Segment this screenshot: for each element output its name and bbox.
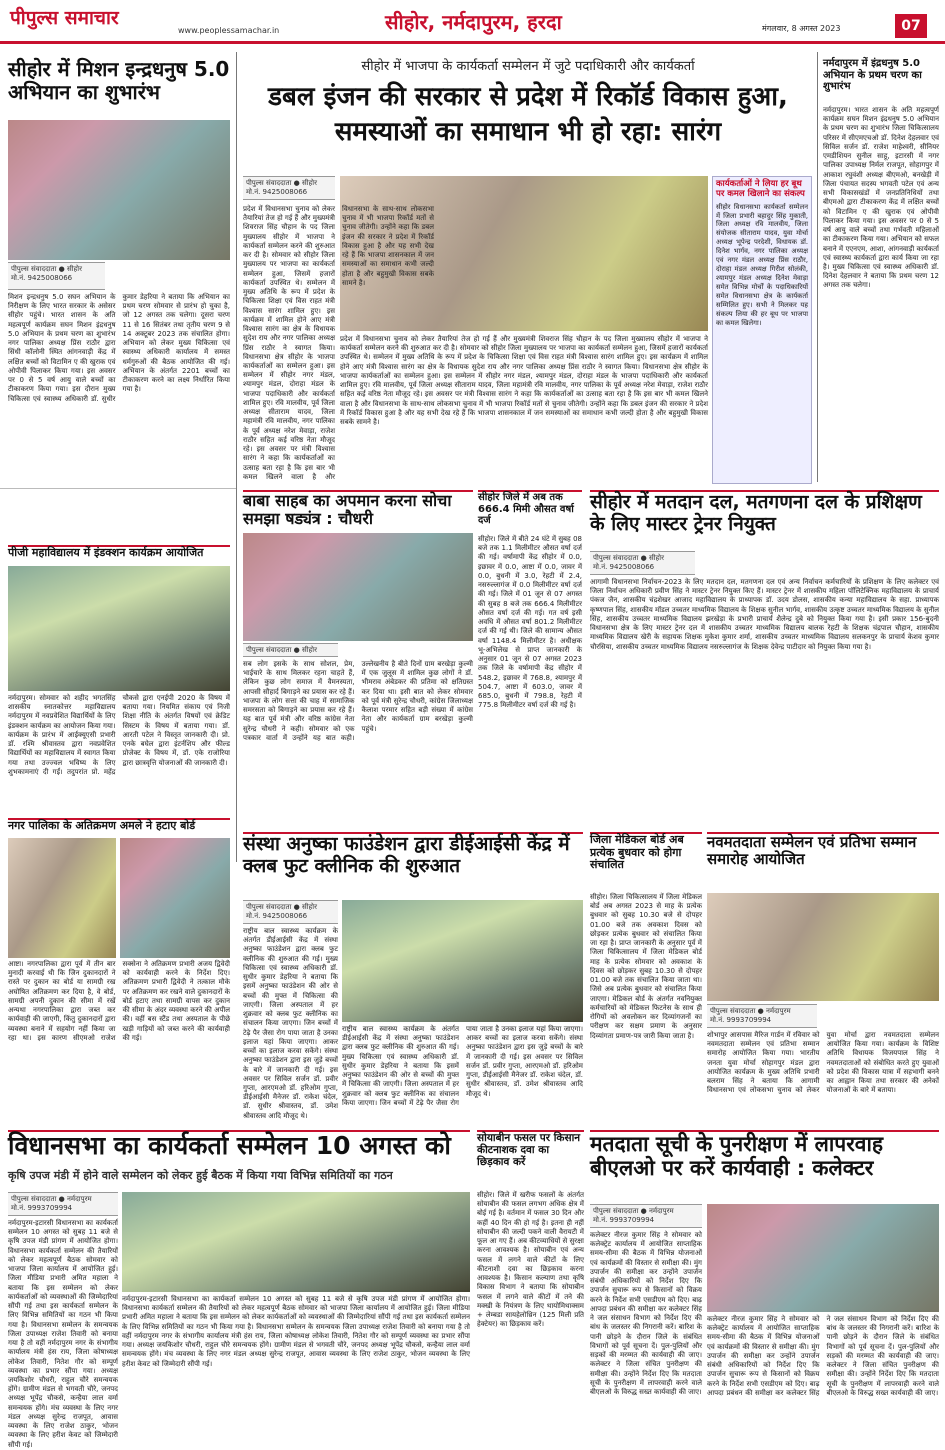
main-headline xyxy=(243,80,813,172)
byline-text: पीपुल्स संवाददाता ● सीहोर xyxy=(246,646,317,654)
headline: सीहोर में मिशन इन्द्रधनुष 5.0 अभियान का शुभारंभ xyxy=(8,57,230,104)
headline: नगर पालिका के अतिक्रमण अमले ने हटाए बोर्ड xyxy=(8,819,196,832)
byline xyxy=(243,643,338,657)
article-body: आगामी विधानसभा निर्वाचन-2023 के लिए मतदान दल, मतगणना दल एवं अन्य निर्वाचन कर्मचारियों के प्रशिक्षण के लिए कलेक्टर एवं जिला निर्वाचन अधिकारी प्रवीण सिंह ने मास्टर ट्रेनर नियुक्त किए हैं। मास्टर ट्रेनर में शासकीय महिला पॉलिटेक्निक महाविद्यालय के प्राचार्य पंकज जैन, शासकीय चंद्रशेखर आजाद महाविद्यालय के प्राध्यापक डॉ. उदय डोलस, शासकीय कन्या महाविद्यालय के सहा. प्राध्यापक कृष्णपाल सिंह, शासकीय मॉडल उच्चतर माध्यमिक विद्यालय के शिक्षक सुनील भार्गव, शासकीय उत्कृष्ट उच्चतर माध्यमिक विद्यालय के सुनील सिंह, शासकीय उच्चतर माध्यमिक विद्यालय झरखेड़ा के प्रभारी प्राचार्य शैलेन्द्र दुबे को नियुक्त किया गया है। इसी प्रकार 156-बुदनी विधानसभा क्षेत्र के लिए मास्टर ट्रेनर दल में शासकीय उच्चतर माध्यमिक विद्यालय बालक रेहटी के शिक्षक चंद्रपाल चौहान, शासकीय माध्यमिक विद्यालय खेरी के सहायक शिक्षक मुकेश कुमार शर्मा, शासकीय उच्चतर माध्यमिक विद्यालय सलकनपुर के प्राचार्य केशव कुमार चौरसिया, शासकीय उच्चतर माध्यमिक विद्यालय नसरुल्लागंज के शिक्षक देवेन्द्र पाटीदार को नियुक्त किया गया है। xyxy=(590,578,939,651)
article-photo xyxy=(707,893,939,1001)
headline: डबल इंजन की सरकार से प्रदेश में रिकॉर्ड विकास हुआ, समस्याओं का समाधान भी हो रहा: सारंग xyxy=(268,82,788,148)
headline: विधानसभा का कार्यकर्ता सम्मेलन 10 अगस्त को xyxy=(8,1131,451,1160)
article-deck xyxy=(8,1170,470,1188)
page-number: 07 xyxy=(895,14,927,38)
byline xyxy=(590,1204,702,1228)
article-photo xyxy=(8,566,230,691)
byline-phone: मो.नं. 9425008066 xyxy=(246,188,308,197)
side-body: सीहोर विधानसभा कार्यकर्ता सम्मेलन में जिला प्रभारी बहादुर सिंह मुकाती, जिला अध्यक्ष रवि मालवीय, जिला संयोजक सीताराम यादव, युवा मोर्चा अध्यक्ष भूपेन्द्र परदेशी, विधायक डॉ. दिनेश भार्गव, नगर पालिका अध्यक्ष एवं नगर मंडल अध्यक्ष प्रिंस राठौर, दोराहा मंडल अध्यक्ष गिरीश सोलंकी, श्यामपुर मंडल अध्यक्ष दिनेश मेवाड़ा समेत विभिन्न मोर्चों के पदाधिकारियों समेत विधानसभा क्षेत्र के कार्यकर्ता सम्मिलित हुए। सभी ने मिलकर यह संकल्प लिया की हर बूथ पर भाजपा का कमल खिलेगा। xyxy=(716,202,808,328)
article-master-trainer xyxy=(590,490,939,548)
byline-phone: मो.नं. 9425008066 xyxy=(593,563,655,572)
main-kicker xyxy=(243,58,813,78)
article-indradhanush-narmadapuram xyxy=(823,58,939,104)
article-club-foot xyxy=(243,832,583,896)
article-photo xyxy=(8,120,230,260)
article-photo xyxy=(122,1192,470,1292)
byline-text: पीपुल्स संवाददाता ● नर्मदापुरम xyxy=(710,1007,791,1015)
byline xyxy=(707,1004,817,1028)
byline-phone: मो.नं. 9425008066 xyxy=(246,912,308,921)
region-title: सीहोर, नर्मदापुरम, हरदा xyxy=(385,10,562,34)
byline xyxy=(8,262,105,290)
article-photo xyxy=(243,533,473,641)
headline: बाबा साहब का अपमान करना सोचा समझा षड्यंत्र : चौधरी xyxy=(243,491,452,529)
article-photo xyxy=(120,838,230,958)
byline-text: पीपुल्स संवाददाता ● सीहोर xyxy=(246,179,317,187)
article-body-rest: नर्मदापुरम-इटारसी विधानसभा का कार्यकर्ता सम्मेलन 10 अगस्त को सुबह 11 बजे से कृषि उपज मंडी प्रांगण में आयोजित होगा। विधानसभा कार्यकर्ता सम्मेलन की तैयारियों को लेकर महत्वपूर्ण बैठक सोमवार को भाजपा जिला कार्यालय में आयोजित हुई। जिला मीडिया प्रभारी अमित महाला ने बताया कि इस सम्मेलन को लेकर कार्यकर्ताओं को व्यवस्थाओं की जिम्मेदारियां सौंपी गई तथा इस कार्यकर्ता सम्मेलन के लिए विभिन्न समितियों का गठन भी किया गया है। विधानसभा सम्मेलन के समन्वयक जिला उपाध्यक्ष राजेश तिवारी को बनाया गया है तो वहीं नर्मदापुरम नगर के संभागीय कार्यालय मंत्री हंस राय, जिला कोषाध्यक्ष लोकेश तिवारी, नितेश गौर को सम्पूर्ण व्यवस्था का प्रभार सौंपा गया। अध्यक्ष जयकिशोर चौधरी, राहुल चौरे समन्वयक होंगे। ग्रामीण मंडल से भगवती चौरे, जनपद अध्यक्ष भूपेंद्र चौकसे, कन्हैया लाल वर्मा समन्वयक होंगे। मंच व्यवस्था के लिए नगर मंडल अध्यक्ष सुरेन्द्र राजपूत, आवास व्यवस्था के लिए राजेश ठाकुर, भोजन व्यवस्था के लिए हरीश केवट को जिम्मेदारी सौंपी गई। xyxy=(122,1295,470,1368)
article-photo xyxy=(707,1204,939,1312)
headline: मतदाता सूची के पुनरीक्षण में लापरवाह बीएलओ पर करें कार्यवाही : कलेक्टर xyxy=(590,1132,884,1181)
deck-text: कृषि उपज मंडी में होने वाले सम्मेलन को लेकर हुई बैठक में किया गया विभिन्न समितियों का गठन xyxy=(8,1169,393,1182)
main-body-col1: प्रदेश में विधानसभा चुनाव को लेकर तैयारियां तेज हो गई हैं और मुख्यमंत्री शिवराज सिंह चौहान के पद जिला मुख्यालय सीहोर में भाजपा ने कार्यकर्ता सम्मेलन करने की शुरुआत कर दी है। सोमवार को सीहोर जिला मुख्यालय पर भाजपा का कार्यकर्ता सम्मेलन हुआ, जिसमें हजारों कार्यकर्ता उपस्थित थे। सम्मेलन में मुख्य अतिथि के रूप में प्रदेश के चिकित्सा शिक्षा एवं विस राहत मंत्री विश्वास सारंग शामिल हुए। इस कार्यक्रम में शामिल होने आए मंत्री विश्वास सारंग का क्षेत्र के विधायक सुदेश राय और नगर पालिका अध्यक्ष प्रिंस राठौर ने स्वागत किया। विधानसभा क्षेत्र सीहोर के भाजपा कार्यकर्ताओं का सम्मेलन हुआ। इस सम्मेलन में सीहोर नगर मंडल, श्यामपुर मंडल, दोराहा मंडल के भाजपा पदाधिकारी और कार्यकर्ता शामिल हुए। रवि मालवीय, पूर्व जिला अध्यक्ष सीताराम यादव, जिला महामंत्री रवि मालवीय, नगर पालिका के पूर्व अध्यक्ष नरेश मेवाड़ा, राजेश राठौर सहित कई वरिष्ठ नेता मौजूद रहे। इस अवसर पर मंत्री विश्वास सारंग ने कहा कि कार्यकर्ताओं का उत्साह बता रहा है कि इस बार भी कमल खिलने वाला है और xyxy=(243,205,335,481)
article-body: सब लोग इसके के साथ सोशल, प्रेम, भाईचारे के साथ मिलकर रहना चाहते हैं, लेकिन कुछ लोग समाज में वैमनस्यता, आपसी सौहार्द बिगाड़ने का प्रयास कर रहे हैं। भाजपा के लोग सत्ता की चाह में सामाजिक समरसता को बिगाड़ने का प्रयास कर रहे हैं। यह बात पूर्व मंत्री और वरिष्ठ कांग्रेस नेता सुरेन्द्र चौधरी ने कही। सोमवार को एक पत्रकार वार्ता में उन्होंने यह बात कही। उल्लेखनीय है बीते दिनों ग्राम बरखेड़ा कुल्मी में एक जुलूस में शामिल कुछ लोगों ने डॉ. भीमराव अंबेडकर की प्रतिमा को क्षतिग्रस्त कर दिया था। इसी बात को लेकर सोमवार को पूर्व मंत्री सुरेन्द्र चौधरी, कांग्रेस जिलाध्यक्ष कैलाश परमार सहित बड़ी संख्या में कांग्रेस नेता और कार्यकर्ता ग्राम बरखेड़ा कुल्मी पहुंचे। xyxy=(243,660,473,742)
article-body-rest: कलेक्टर नीरज कुमार सिंह ने सोमवार को कलेक्ट्रेट कार्यालय में आयोजित साप्ताहिक समय-सीमा की बैठक में विभिन्न योजनाओं एवं कार्यक्रमों की विस्तार से समीक्षा की। मुंग उपार्जन की समीक्षा कर उन्होंने उपार्जन संबंधी अधिकारियों को निर्देश दिए कि उपार्जन सुचारू रूप से किसानों को विक्रय करने के निर्देश सभी एसडीएम को दिए। बाढ़ आपदा प्रबंधन की समीक्षा कर कलेक्टर सिंह ने जल संसाधन विभाग को निर्देश दिए की बांध के जलस्तर की निगरानी करें। बारिश के पानी छोड़ने के दौरान जिले के संबंधित विभागों को पूर्व सूचना दें। पुल-पुलियों और सड़कों की मरम्मत की कार्यवाही की जाए। कलेक्टर ने जिला संचित पुनरीक्षण की समीक्षा की। उन्होंने निर्देश दिए कि मतदाता सूची के पुनरीक्षण में लापरवाही करने वाले बीएलओ के विरुद्ध सख्त कार्यवाही की जाए। xyxy=(707,1315,939,1397)
byline-phone: मो.नं. 9425008066 xyxy=(11,274,73,283)
byline-text: पीपुल्स संवाददाता ● सीहोर xyxy=(593,554,664,562)
newspaper-logo: पीपुल्स समाचार xyxy=(10,7,119,29)
side-box-sankalp xyxy=(712,176,812,484)
article-body-col1: कलेक्टर नीरज कुमार सिंह ने सोमवार को कलेक्ट्रेट कार्यालय में आयोजित साप्ताहिक समय-सीमा की बैठक में विभिन्न योजनाओं एवं कार्यक्रमों की विस्तार से समीक्षा की। मुंग उपार्जन की समीक्षा कर उन्होंने उपार्जन संबंधी अधिकारियों को निर्देश दिए कि उपार्जन सुचारू रूप से किसानों को विक्रय करने के निर्देश सभी एसडीएम को दिए। बाढ़ आपदा प्रबंधन की समीक्षा कर कलेक्टर सिंह ने जल संसाधन विभाग को निर्देश दिए की बांध के जलस्तर की निगरानी करें। बारिश के पानी छोड़ने के दौरान जिले के संबंधित विभागों को पूर्व सूचना दें। पुल-पुलियों और सड़कों की मरम्मत की कार्यवाही की जाए। कलेक्टर ने जिला संचित पुनरीक्षण की समीक्षा की। उन्होंने निर्देश दिए कि मतदाता सूची के पुनरीक्षण में लापरवाही करने वाले बीएलओ के विरुद्ध सख्त कार्यवाही की जाए। xyxy=(590,1231,702,1396)
headline: सोयाबीन फसल पर किसान कीटनाशक दवा का छिड़काव करें xyxy=(477,1132,581,1169)
article-induction xyxy=(8,545,230,563)
article-voter-award xyxy=(707,832,939,890)
byline xyxy=(590,551,695,575)
article-vidhansabha xyxy=(8,1130,470,1168)
article-encroachment xyxy=(8,818,230,836)
byline-phone: मो.नं. 9993709994 xyxy=(710,1016,772,1025)
side-headline: कार्यकर्ताओं ने लिया हर बूथ पर कमल खिलाने का संकल्प xyxy=(716,179,805,199)
byline-phone: मो.नं. 9993709994 xyxy=(11,1204,73,1213)
article-soybean xyxy=(477,1130,584,1188)
article-body: सीहोर। जिले में बीते 24 घंटे में सुबह 08 बजे तक 1.1 मिलीमीटर औसत वर्षा दर्ज की गई। वर्षामापी केंद्र सीहोर में 0.0, इछावर में 0.0, आष्टा में 0.0, जावर में 0.0, बुधनी में 3.0, रेहटी में 2.4, नसरुल्लागंज में 0.0 मिलीमीटर वर्षा दर्ज की गई। जिले में 01 जून से 07 अगस्त की सुबह 8 बजे तक 666.4 मिलीमीटर औसत वर्षा दर्ज की गई। गत वर्ष इसी अवधि में औसत वर्षा 801.2 मिलीमीटर दर्ज की गई थी। जिले की सामान्य औसत वर्षा 1148.4 मिलीमीटर है। अधीक्षक भू-अभिलेख से प्राप्त जानकारी के अनुसार 01 जून से 07 अगस्त 2023 तक जिले के वर्षामापी केंद्र सीहोर में 548.2, इछावर में 768.8, श्यामपुर में 504.7, आष्टा में 603.0, जावर में 685.0, बुधनी में 798.8, रेहटी में 775.8 मिलीमीटर वर्षा दर्ज की गई है। xyxy=(478,535,582,710)
byline xyxy=(8,1192,118,1216)
column-divider xyxy=(236,52,237,862)
byline xyxy=(243,900,338,924)
article-body: नर्मदापुरम। सोमवार को शहीद भगतसिंह शासकीय स्नातकोत्तर महाविद्यालय नर्मदापुरम में नवप्रवेशित विद्यार्थियों के लिए इंडक्शन कार्यक्रम का आयोजन किया गया। कार्यक्रम के प्रारंभ में आईक्यूएसी प्रभारी डॉ. रश्मि श्रीवास्तव द्वारा नवप्रवेशित विद्यार्थियों का महाविद्यालय में स्वागत किया गया तथा उज्ज्वल भविष्य के लिए शुभकामनाएं दी गईं। तदुपरांत प्रो. महेंद्र चौकसे द्वारा एनईपी 2020 के विषय में बताया गया। नियमित संकाय एवं निजी शिक्षा नीति के अंतर्गत विषयों एवं क्रेडिट सिस्टम के विषय में बताया गया। डॉ. आरती पटेल ने विस्तृत जानकारी दी। प्रो. एनके बघेल द्वारा इंटर्नशिप और फील्ड प्रोजेक्ट के विषय में, डॉ. एके राजोरिया द्वारा छात्रवृत्ति योजनाओं की जानकारी दी। xyxy=(8,694,230,776)
headline: नर्मदापुरम में इंद्रधनुष 5.0 अभियान के प्रथम चरण का शुभारंभ xyxy=(823,58,922,92)
section-divider xyxy=(0,488,236,489)
kicker-text: सीहोर में भाजपा के कार्यकर्ता सम्मेलन में जुटे पदाधिकारी और कार्यकर्ता xyxy=(361,59,695,74)
byline-text: पीपुल्स संवाददाता ● सीहोर xyxy=(246,903,317,911)
headline: सीहोर जिले में अब तक 666.4 मिमी औसत वर्षा दर्ज xyxy=(478,492,574,526)
article-body: मिशन इन्द्रधनुष 5.0 सघन अभियान के निरीक्षण के लिए भारत सरकार के असेसर सीहोर पहुंचे। भारत शासन के अति महत्वपूर्ण कार्यक्रम सघन मिशन इंद्रधनुष 5.0 अभियान के प्रथम चरण का शुभारंभ नगर पालिका अध्यक्ष प्रिंस राठौर द्वारा सिंधी कॉलोनी स्थित आंगनवाड़ी केंद्र में लक्षित बच्चों को विटामिन ए की खुराक एवं ओपीवी पिलाकर किया गया। इस अवसर पर 0 से 5 वर्ष आयु वाले बच्चों का टीकाकरण किया गया। इस दौरान मुख्य चिकित्सा एवं स्वास्थ्य अधिकारी डॉ. सुधीर कुमार डेहरिया ने बताया कि अभियान का प्रथम चरण सोमवार से प्रारंभ हो चुका है, जो 12 अगस्त तक चलेगा। दूसरा चरण 11 से 16 सितंबर तथा तृतीय चरण 9 से 14 अक्टूबर 2023 तक संचालित होगा। अभियान को लेकर मुख्य चिकित्सा एवं स्वास्थ्य अधिकारी कार्यालय में समस्त धर्मगुरुओं की बैठक आयोजित की गई। अभियान के अंतर्गत 2201 बच्चों का टीकाकरण करने का लक्ष्य निर्धारित किया गया है। xyxy=(8,293,230,403)
website-url[interactable]: www.peoplessamachar.in xyxy=(178,26,280,35)
article-body: सीहोर। जिले में खरीफ फसलों के अंतर्गत सोयाबीन की फसल लगभग अधिक क्षेत्र में बोई गई है। वर्तमान में फसल 30 दिन और कहीं 40 दिन की हो गई है। इतना ही नहीं सोयाबीन की जल्दी पकने वाली वैरायटी में फूल आ गए हैं। अब कीटव्याधियों से सुरक्षा करना आवश्यक है। सोयाबीन एवं अन्य फसल में लगने वाले कीटों के लिए कीटनाशी दवा का छिड़काव करना आवश्यक है। किसान कल्याण तथा कृषि विकास विभाग ने बताया कि सोयाबीन फसल में लगने वाले कीटों में तने की मक्खी के नियंत्रण के लिए थायोमिथाक्सम + लेम्बडा सायहेलोथ्रिन (125 मिली प्रति हेक्टेयर) का छिड़काव करें। xyxy=(477,1191,584,1329)
byline-text: पीपुल्स संवाददाता ● नर्मदापुरम xyxy=(11,1195,92,1203)
article-body-col1: राष्ट्रीय बाल स्वास्थ्य कार्यक्रम के अंतर्गत डीईआईसी केंद्र में संस्था अनुष्का फाउंडेशन द्वारा क्लब फुट क्लीनिक की शुरुआत की गई। मुख्य चिकित्सा एवं स्वास्थ्य अधिकारी डॉ. सुधीर कुमार डेहरिया ने बताया कि इसमें अनुष्का फाउंडेशन की ओर से बच्चों की मुफ्त में चिकित्सा की जाएगी। जिला अस्पताल में हर शुक्रवार को क्लब फुट क्लीनिक का संचालन किया जाएगा। जिन बच्चों में टेढ़े पैर जैसा रोग पाया जाता है उनका इलाज यहां किया जाएगा। आकर बच्चों का इलाज करवा सकेंगे। संस्था अनुष्का फाउंडेशन द्वारा इस जुड़े बच्चों के बारे में जानकारी दी गई। इस अवसर पर सिविल सर्जन डॉ. प्रवीर गुप्ता, आरएमओ डॉ. हरिओम गुप्ता, डीईआईसी मैनेजर डॉ. राकेश चंदेल, डॉ. सुधीर श्रीवास्तव, डॉ. उमेश श्रीवास्तव आदि मौजूद थे। xyxy=(243,927,338,1120)
byline-text: पीपुल्स संवाददाता ● नर्मदापुरम xyxy=(593,1207,674,1215)
byline-phone: मो.नं. 9993709994 xyxy=(593,1216,655,1225)
main-body-rest: प्रदेश में विधानसभा चुनाव को लेकर तैयारियां तेज हो गई हैं और मुख्यमंत्री शिवराज सिंह चौहान के पद जिला मुख्यालय सीहोर में भाजपा ने कार्यकर्ता सम्मेलन करने की शुरुआत कर दी है। सोमवार को सीहोर जिला मुख्यालय पर भाजपा का कार्यकर्ता सम्मेलन हुआ, जिसमें हजारों कार्यकर्ता उपस्थित थे। सम्मेलन में मुख्य अतिथि के रूप में प्रदेश के चिकित्सा शिक्षा एवं विस राहत मंत्री विश्वास सारंग शामिल हुए। इस कार्यक्रम में शामिल होने आए मंत्री विश्वास सारंग का क्षेत्र के विधायक सुदेश राय और नगर पालिका अध्यक्ष प्रिंस राठौर ने स्वागत किया। विधानसभा क्षेत्र सीहोर के भाजपा कार्यकर्ताओं का सम्मेलन हुआ। इस सम्मेलन में सीहोर नगर मंडल, श्यामपुर मंडल, दोराहा मंडल के भाजपा पदाधिकारी और कार्यकर्ता शामिल हुए। रवि मालवीय, पूर्व जिला अध्यक्ष सीताराम यादव, जिला महामंत्री रवि मालवीय, नगर पालिका के पूर्व अध्यक्ष नरेश मेवाड़ा, राजेश राठौर सहित कई वरिष्ठ नेता मौजूद रहे। इस अवसर पर मंत्री विश्वास सारंग ने कहा कि कार्यकर्ताओं का उत्साह बता रहा है कि इस बार भी कमल खिलने वाला है और विधानसभा के साथ-साथ लोकसभा चुनाव में भी भाजपा रिकॉर्ड मतों से चुनाव जीतेगी। उन्होंने कहा कि डबल इंजन की सरकार ने प्रदेश में रिकॉर्ड विकास हुआ है और यह सभी देख रहे हैं कि भाजपा शासनकाल में जन समस्याओं का समाधान कभी जल्दी होता है और बहुमुखी विकास सबके सामने है। xyxy=(340,335,708,427)
article-photo xyxy=(8,838,116,958)
article-body: सीहोर। जिला चिकित्सालय में जिला मेडिकल बोर्ड अब अगस्त 2023 से माह के प्रत्येक बुधवार को सुबह 10.30 बजे से दोपहर 01.00 बजे तक अवकाश दिवस को छोड़कर प्रत्येक बुधवार को संचालित किया जा रहा है। प्राप्त जानकारी के अनुसार पूर्व में जिला चिकित्सालय में जिला मेडिकल बोर्ड माह के प्रत्येक सोमवार को अवकाश के दिवस को छोड़कर सुबह 10.30 से दोपहर 01.00 बजे तक संचालित किया जाता था। जिसे अब प्रत्येक बुधवार को संचालित किया जाएगा। मेडिकल बोर्ड के अंतर्गत नवनियुक्त कर्मचारियों को मेडिकल फिटनेस के साथ ही रोगियों को अवलोकन कर दिव्यांगजनों का परीक्षण कर सक्षम प्रमाण के अनुसार दिव्यांगता प्रमाण-पत्र जारी किया जाता है। xyxy=(590,893,702,1040)
article-rainfall xyxy=(478,490,582,532)
article-babasaheb xyxy=(243,490,473,530)
article-body-col1: नर्मदापुरम-इटारसी विधानसभा का कार्यकर्ता सम्मेलन 10 अगस्त को सुबह 11 बजे से कृषि उपज मंडी प्रांगण में आयोजित होगा। विधानसभा कार्यकर्ता सम्मेलन की तैयारियों को लेकर महत्वपूर्ण बैठक सोमवार को भाजपा जिला कार्यालय में आयोजित हुई। जिला मीडिया प्रभारी अमित महाला ने बताया कि इस सम्मेलन को लेकर कार्यकर्ताओं को व्यवस्थाओं की जिम्मेदारियां सौंपी गई तथा इस कार्यकर्ता सम्मेलन के लिए विभिन्न समितियों का गठन भी किया गया है। विधानसभा सम्मेलन के समन्वयक जिला उपाध्यक्ष राजेश तिवारी को बनाया गया है तो वहीं नर्मदापुरम नगर के संभागीय कार्यालय मंत्री हंस राय, जिला कोषाध्यक्ष लोकेश तिवारी, नितेश गौर को सम्पूर्ण व्यवस्था का प्रभार सौंपा गया। अध्यक्ष जयकिशोर चौधरी, राहुल चौरे समन्वयक होंगे। ग्रामीण मंडल से भगवती चौरे, जनपद अध्यक्ष भूपेंद्र चौकसे, कन्हैया लाल वर्मा समन्वयक होंगे। मंच व्यवस्था के लिए नगर मंडल अध्यक्ष सुरेन्द्र राजपूत, आवास व्यवस्था के लिए राजेश ठाकुर, भोजन व्यवस्था के लिए हरीश केवट को जिम्मेदारी सौंपी गई। xyxy=(8,1219,118,1449)
headline: नवमतदाता सम्मेलन एवं प्रतिभा सम्मान समारोह आयोजित xyxy=(707,833,917,869)
article-blo xyxy=(590,1130,939,1200)
headline: जिला मेडिकल बोर्ड अब प्रत्येक बुधवार को होगा संचालित xyxy=(590,833,684,872)
masthead xyxy=(0,0,945,44)
byline-text: पीपुल्स संवाददाता ● सीहोर xyxy=(11,265,82,273)
column-divider xyxy=(817,52,818,482)
issue-date: मंगलवार, 8 अगस्त 2023 xyxy=(762,24,841,33)
article-photo xyxy=(342,900,583,1022)
article-indradhanush-sehore xyxy=(8,58,230,118)
article-body-rest: राष्ट्रीय बाल स्वास्थ्य कार्यक्रम के अंतर्गत डीईआईसी केंद्र में संस्था अनुष्का फाउंडेशन द्वारा क्लब फुट क्लीनिक की शुरुआत की गई। मुख्य चिकित्सा एवं स्वास्थ्य अधिकारी डॉ. सुधीर कुमार डेहरिया ने बताया कि इसमें अनुष्का फाउंडेशन की ओर से बच्चों की मुफ्त में चिकित्सा की जाएगी। जिला अस्पताल में हर शुक्रवार को क्लब फुट क्लीनिक का संचालन किया जाएगा। जिन बच्चों में टेढ़े पैर जैसा रोग पाया जाता है उनका इलाज यहां किया जाएगा। आकर बच्चों का इलाज करवा सकेंगे। संस्था अनुष्का फाउंडेशन द्वारा इस जुड़े बच्चों के बारे में जानकारी दी गई। इस अवसर पर सिविल सर्जन डॉ. प्रवीर गुप्ता, आरएमओ डॉ. हरिओम गुप्ता, डीईआईसी मैनेजर डॉ. राकेश चंदेल, डॉ. सुधीर श्रीवास्तव, डॉ. उमेश श्रीवास्तव आदि मौजूद थे। xyxy=(342,1025,583,1107)
article-body: नर्मदापुरम। भारत शासन के अति महत्वपूर्ण कार्यक्रम सघन मिशन इंद्रधनुष 5.0 अभियान के प्रथम चरण का शुभारंभ जिला चिकित्सालय परिसर में सीएमएचओ डॉ. दिनेश देहलवार एवं सिविल सर्जन डॉ. राजेश माहेश्वरी, सीनियर एमडीशियन सुनील साहू, इटारसी में नगर पालिका उपाध्यक्ष निर्मल राजपूत, सोहागपुर में आकाश रघुवंशी अध्यक्ष बीएमओ, बनखेड़ी में जिला पंचायत सदस्य भगवती पटेल एवं अन्य सभी विकासखंडों में जनप्रतिनिधियों तथा बीएमओ द्वारा टीकाकरण केंद्र में लक्षित बच्चों को विटामिन ए की खुराक एवं ओपीवी पिलाकर किया गया। इस अवसर पर 0 से 5 वर्ष आयु वाले बच्चों तथा गर्भवती महिलाओं का टीकाकरण किया गया। अभियान को सफल बनाने में एएनएम, आशा, आंगनवाड़ी कार्यकर्ता एवं स्वास्थ्य कार्यकर्ता द्वारा कार्य किया जा रहा है। मुख्य चिकित्सा एवं स्वास्थ्य अधिकारी डॉ. दिनेश देहलवार ने बताया कि प्रथम चरण 12 अगस्त तक चलेगा। xyxy=(823,106,939,290)
byline xyxy=(243,176,335,200)
article-medical-board xyxy=(590,832,702,890)
article-body: आष्टा। नगरपालिका द्वारा पूर्व में तीन बार मुनादी करवाई थी कि जिन दुकानदारों ने रास्ते पर दुकान का बोर्ड या सामग्री रख अघोषित अतिक्रमण कर दिया है, वे बोर्ड, सामग्री अपनी दुकान की सीमा में रखें अन्यथा नगरपालिका द्वारा जब्त कर कार्यवाही की जाएगी, किंतु दुकानदारों द्वारा व्यवस्था बनाने में सहयोग नहीं किया जा रहा था। इस कारण सीएमओ राजेश सक्सेना ने अतिक्रमण प्रभारी अजय द्विवेदी को कार्यवाही करने के निर्देश दिए। अतिक्रमण प्रभारी द्विवेदी ने तत्काल मौके पर अतिक्रमण कर रखने वाले दुकानदारों के बोर्ड हटाए तथा सामग्री वापस कर दुकान की सीमा के अंदर व्यवस्था करने की अपील की। वहीं बस स्टैंड तथा अस्पताल के पीछे खड़ी गाड़ियों को जब्त करने की कार्यवाही की गई। xyxy=(8,960,231,1042)
article-body: शोभापुर आसपास मैरिज गार्डन में रविवार को नवमतदाता सम्मेलन एवं प्रतिभा सम्मान समारोह आयोजित किया गया। भारतीय जनता युवा मोर्चा सोहागपुर मंडल द्वारा आयोजित कार्यक्रम के मुख्य अतिथि प्रभारी बलराम सिंह ने बताया कि आगामी विधानसभा एवं लोकसभा चुनाव को लेकर युवा मोर्चा द्वारा नवमतदाता सम्मेलन आयोजित किया गया। कार्यक्रम के विशिष्ट अतिथि विधायक विजयपाल सिंह ने नवमतदाताओं को संबोधित करते हुए युवाओं को प्रदेश की विकास यात्रा में सहभागी बनने का आह्वान किया तथा सरकार की अनेकों योजनाओं के बारे में बताया। xyxy=(707,1031,939,1095)
headline: संस्था अनुष्का फाउंडेशन द्वारा डीईआईसी केंद्र में क्लब फुट क्लीनिक की शुरुआत xyxy=(243,833,570,877)
headline: सीहोर में मतदान दल, मतगणना दल के प्रशिक्षण के लिए मास्टर ट्रेनर नियुक्त xyxy=(590,491,922,535)
headline: पीजी महाविद्यालय में इंडक्शन कार्यक्रम आयोजित xyxy=(8,546,204,559)
